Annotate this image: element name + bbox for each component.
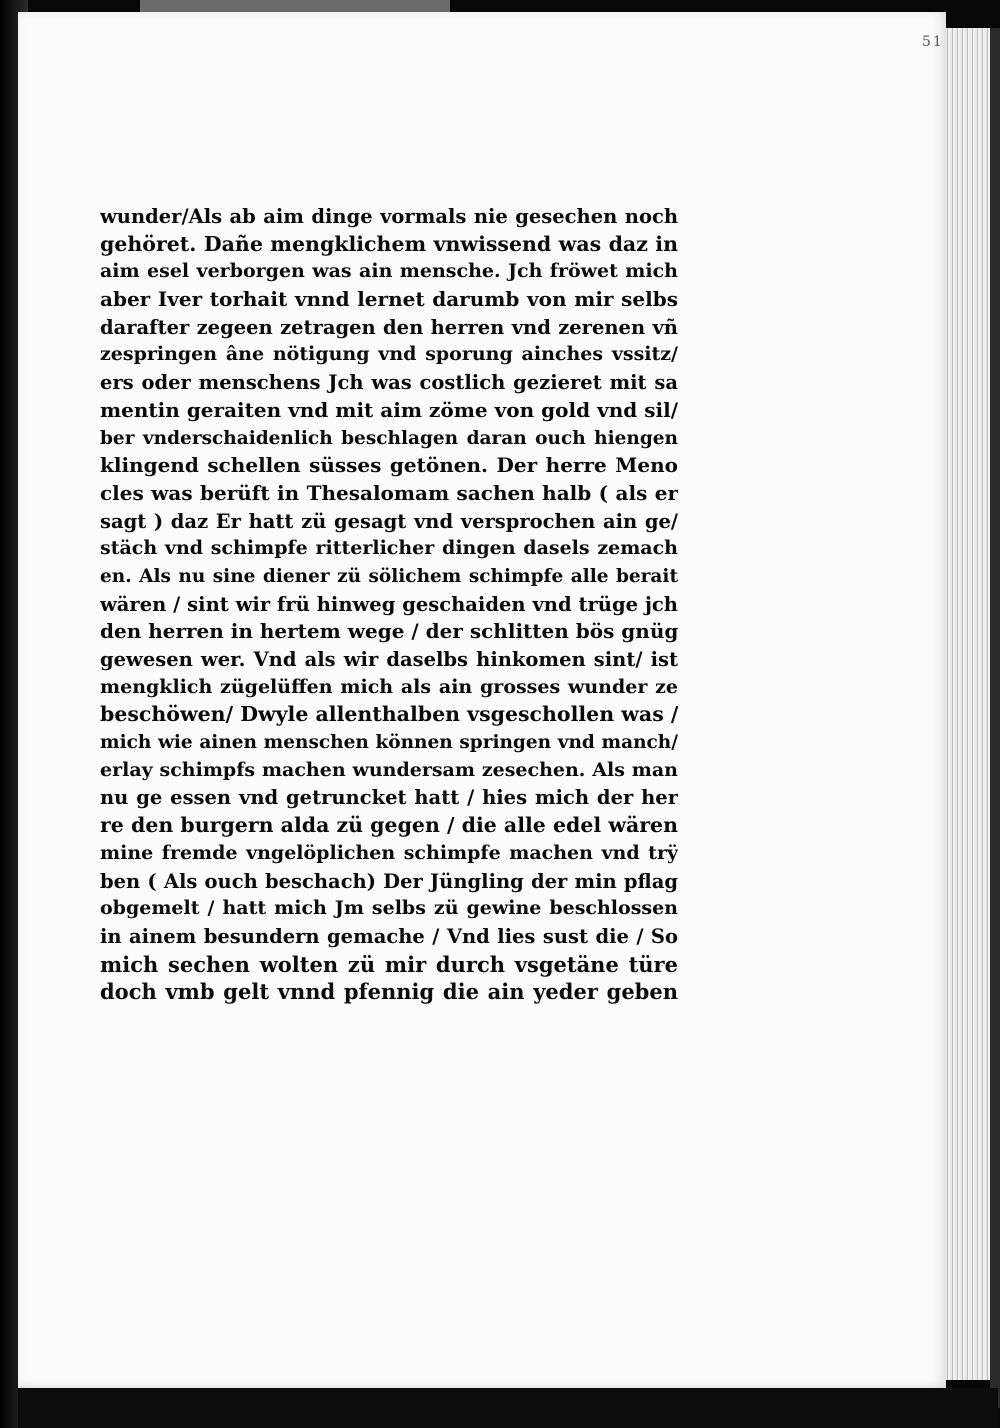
text-line: aim esel verborgen was ain mensche. Jch fröwet mich — [100, 260, 678, 283]
text-line: beschöwen/ Dwyle allenthalben vsgeschollen was / — [100, 702, 678, 727]
text-line: mengklich zügelüffen mich als ain grosses wunder ze — [100, 675, 678, 698]
text-line: mich wie ainen menschen können springen vnd manch/ — [100, 732, 678, 754]
text-line: ben ( Als ouch beschach) Der Jüngling der min pflag — [100, 869, 678, 893]
text-line: cles was berüft in Thesalomam sachen halb ( als er — [100, 480, 678, 505]
text-line: en. Als nu sine diener zü sölichem schimpfe alle berait — [100, 565, 678, 587]
text-line: klingend schellen süsses getönen. Der herre Meno — [100, 453, 678, 478]
text-line: gehöret. Dañe mengklichem vnwissend was daz in — [100, 231, 678, 256]
folio-number: 51 — [922, 34, 944, 50]
scan-bottom-band — [18, 1388, 998, 1428]
text-line: zespringen âne nötigung vnd sporung ainches vssitz/ — [100, 343, 678, 366]
right-background — [990, 28, 1000, 1408]
text-line: ber vnderschaidenlich beschlagen daran ouch hiengen — [100, 427, 678, 449]
text-line: in ainem besundern gemache / Vnd lies sust die / So — [100, 924, 678, 948]
text-line: obgemelt / hatt mich Jm selbs zü gewine beschlossen — [100, 897, 678, 920]
text-line: erlay schimpfs machen wundersam zesechen. Als man — [100, 758, 678, 781]
text-line: nu ge essen vnd getruncket hatt / hies mich der her — [100, 786, 678, 810]
text-line: darafter zegeen zetragen den herren vnd zerenen vñ — [100, 315, 678, 339]
text-line: doch vmb gelt vnnd pfennig die ain yeder geben — [100, 979, 678, 1005]
text-line: mentin geraiten vnd mit aim zöme von gold vnd sil/ — [100, 397, 678, 422]
text-line: mine fremde vngelöplichen schimpfe machen vnd trÿ — [100, 841, 678, 864]
text-line: wunder/Als ab aim dinge vormals nie gesechen noch — [100, 205, 678, 228]
text-line: stäch vnd schimpfe ritterlicher dingen dasels zemach — [100, 537, 678, 560]
text-block — [100, 203, 678, 1006]
text-line: mich sechen wolten zü mir durch vsgetäne türe — [100, 951, 678, 977]
text-line: wären / sint wir frü hinweg geschaiden vnd trüge jch — [100, 592, 678, 616]
text-line: sagt ) daz Er hatt zü gesagt vnd versprochen ain ge/ — [100, 509, 678, 533]
text-line: aber Iver torhait vnnd lernet darumb von mir selbs — [100, 287, 678, 312]
text-line: den herren in hertem wege / der schlitten bös gnüg — [100, 619, 678, 644]
text-line: gewesen wer. Vnd als wir daselbs hinkomen sint/ ist — [100, 648, 678, 671]
text-line: ers oder menschens Jch was costlich gezieret mit sa — [100, 371, 678, 395]
text-line: re den burgern alda zü gegen / die alle edel wären — [100, 813, 678, 838]
